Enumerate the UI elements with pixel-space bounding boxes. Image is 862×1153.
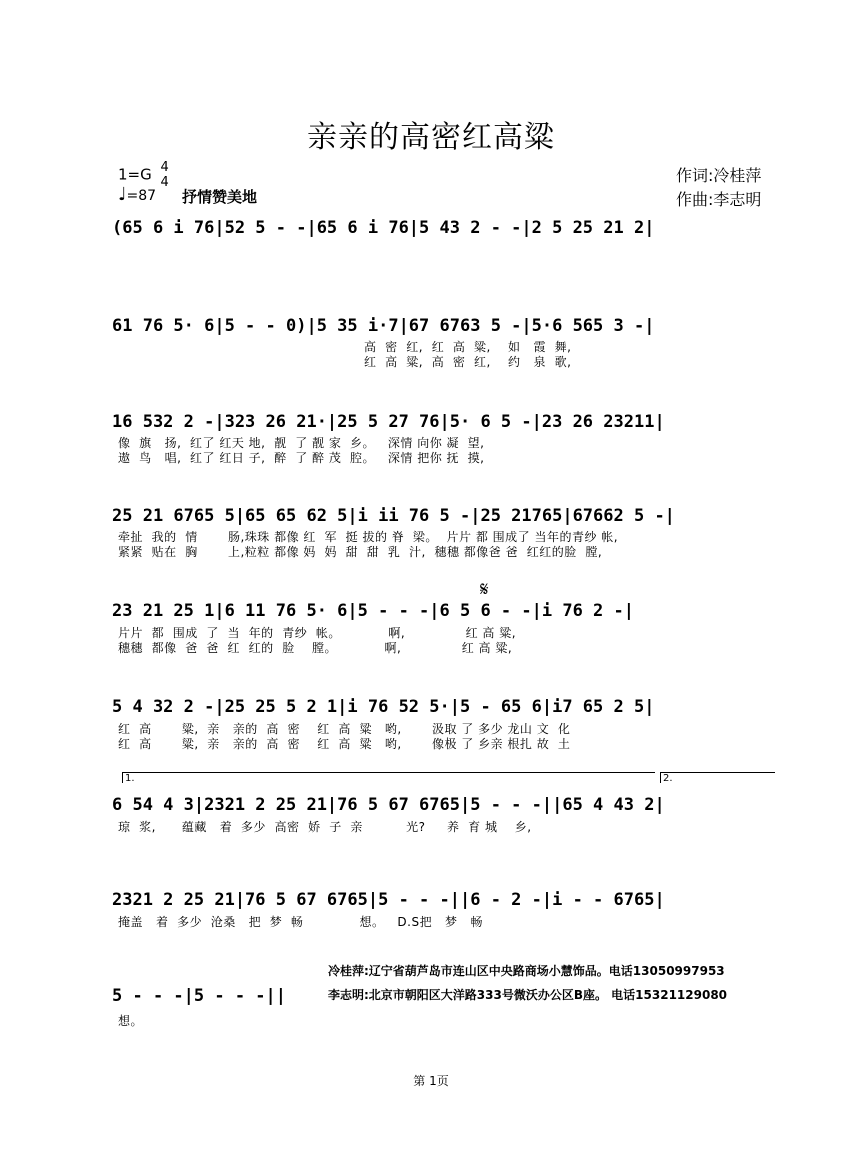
composer-contact: 李志明:北京市朝阳区大洋路333号微沃办公区B座。 电话15321129080 (328, 988, 728, 1002)
page-number: 第 1页 (413, 1074, 449, 1088)
key-text: 1=G (118, 165, 152, 184)
lyric-row-5-verse-2: 穗穗 都像 爸 爸 红 红的 脸 膛。 啊, 红 高 粱, (118, 641, 513, 655)
composer-credit: 作曲:李志明 (676, 190, 762, 209)
lyricist-credit: 作词:冷桂萍 (676, 166, 762, 185)
lyric-row-2-verse-2: 红 高 粱, 高 密 红, 约 泉 歌, (364, 355, 572, 369)
staff-row-6: 5 4 32 2 -|25 25 5 2 1|i 76 52 5·|5 - 65 6|i7 65 2 5| (112, 697, 655, 717)
lyric-row-3-verse-2: 遨 鸟 唱, 红了 红日 子, 醉 了 醉 茂 腔。 深情 把你 抚 摸, (118, 451, 485, 465)
lyric-row-8-verse-1: 掩盖 着 多少 沧桑 把 梦 畅 想。 D.S把 梦 畅 (118, 915, 483, 929)
tempo-marking (118, 184, 157, 205)
time-bottom: 4 (160, 175, 169, 190)
staff-row-7: 6 54 4 3|2321 2 25 21|76 5 67 6765|5 - - -||65 4 43 2| (112, 795, 665, 815)
tempo-value: =87 (126, 188, 157, 204)
staff-row-8: 2321 2 25 21|76 5 67 6765|5 - - -||6 - 2 -|i - - 6765| (112, 890, 665, 910)
lyric-row-6-verse-2: 红 高 粱, 亲 亲的 高 密 红 高 粱 哟, 像极 了 乡亲 根扎 故 土 (118, 737, 571, 751)
lyricist-contact: 冷桂萍:辽宁省葫芦岛市连山区中央路商场小慧饰品。电话13050997953 (328, 964, 725, 978)
song-title: 亲亲的高密红高粱 (307, 120, 555, 155)
staff-row-4: 25 21 6765 5|65 65 62 5|i ii 76 5 -|25 21765|67662 5 -| (112, 506, 675, 526)
lyric-row-2-verse-1: 高 密 红, 红 高 粱, 如 霞 舞, (364, 340, 572, 354)
lyric-row-5-verse-1: 片片 都 围成 了 当 年的 青纱 帐。 啊, 红 高 粱, (118, 626, 517, 640)
staff-row-9: 5 - - -|5 - - -|| (112, 986, 286, 1006)
staff-row-5: 23 21 25 1|6 11 76 5· 6|5 - - -|6 5 6 - -|i 76 2 -| (112, 601, 634, 621)
segno-icon: 𝄋 (480, 577, 489, 601)
time-signature (161, 160, 169, 190)
staff-row-2: 61 76 5· 6|5 - - 0)|5 35 i·7|67 6763 5 -|5·6 565 3 -| (112, 316, 655, 336)
expression-marking: 抒情赞美地 (182, 188, 258, 206)
lyric-row-4-verse-1: 牵扯 我的 情 肠,珠珠 都像 红 军 挺 拔的 脊 梁。 片片 都 围成了 当年的青纱 帐, (118, 530, 619, 544)
lyric-row-3-verse-1: 像 旗 扬, 红了 红天 地, 靓 了 靓 家 乡。 深情 向你 凝 望, (118, 436, 485, 450)
volta-bracket-2: 2. (660, 772, 775, 783)
volta-bracket-1: 1. (122, 772, 655, 783)
staff-row-1: (65 6 i 76|52 5 - -|65 6 i 76|5 43 2 - -|2 5 25 21 2| (112, 218, 655, 238)
time-top: 4 (160, 160, 169, 175)
lyric-row-4-verse-2: 紧紧 贴在 胸 上,粒粒 都像 妈 妈 甜 甜 乳 汁, 穗穗 都像爸 爸 红红的脸 膛, (118, 545, 603, 559)
staff-row-3: 16 532 2 -|323 26 21·|25 5 27 76|5· 6 5 -|23 26 23211| (112, 412, 665, 432)
lyric-row-6-verse-1: 红 高 粱, 亲 亲的 高 密 红 高 粱 哟, 汲取 了 多少 龙山 文 化 (118, 722, 571, 736)
quarter-note-icon: ♩ (118, 184, 127, 205)
credits (676, 164, 761, 212)
lyric-row-9-verse-1: 想。 (118, 1014, 144, 1028)
lyric-row-7-verse-1: 琼 浆, 蕴藏 着 多少 高密 娇 子 亲 光? 养 育 城 乡, (118, 820, 532, 834)
